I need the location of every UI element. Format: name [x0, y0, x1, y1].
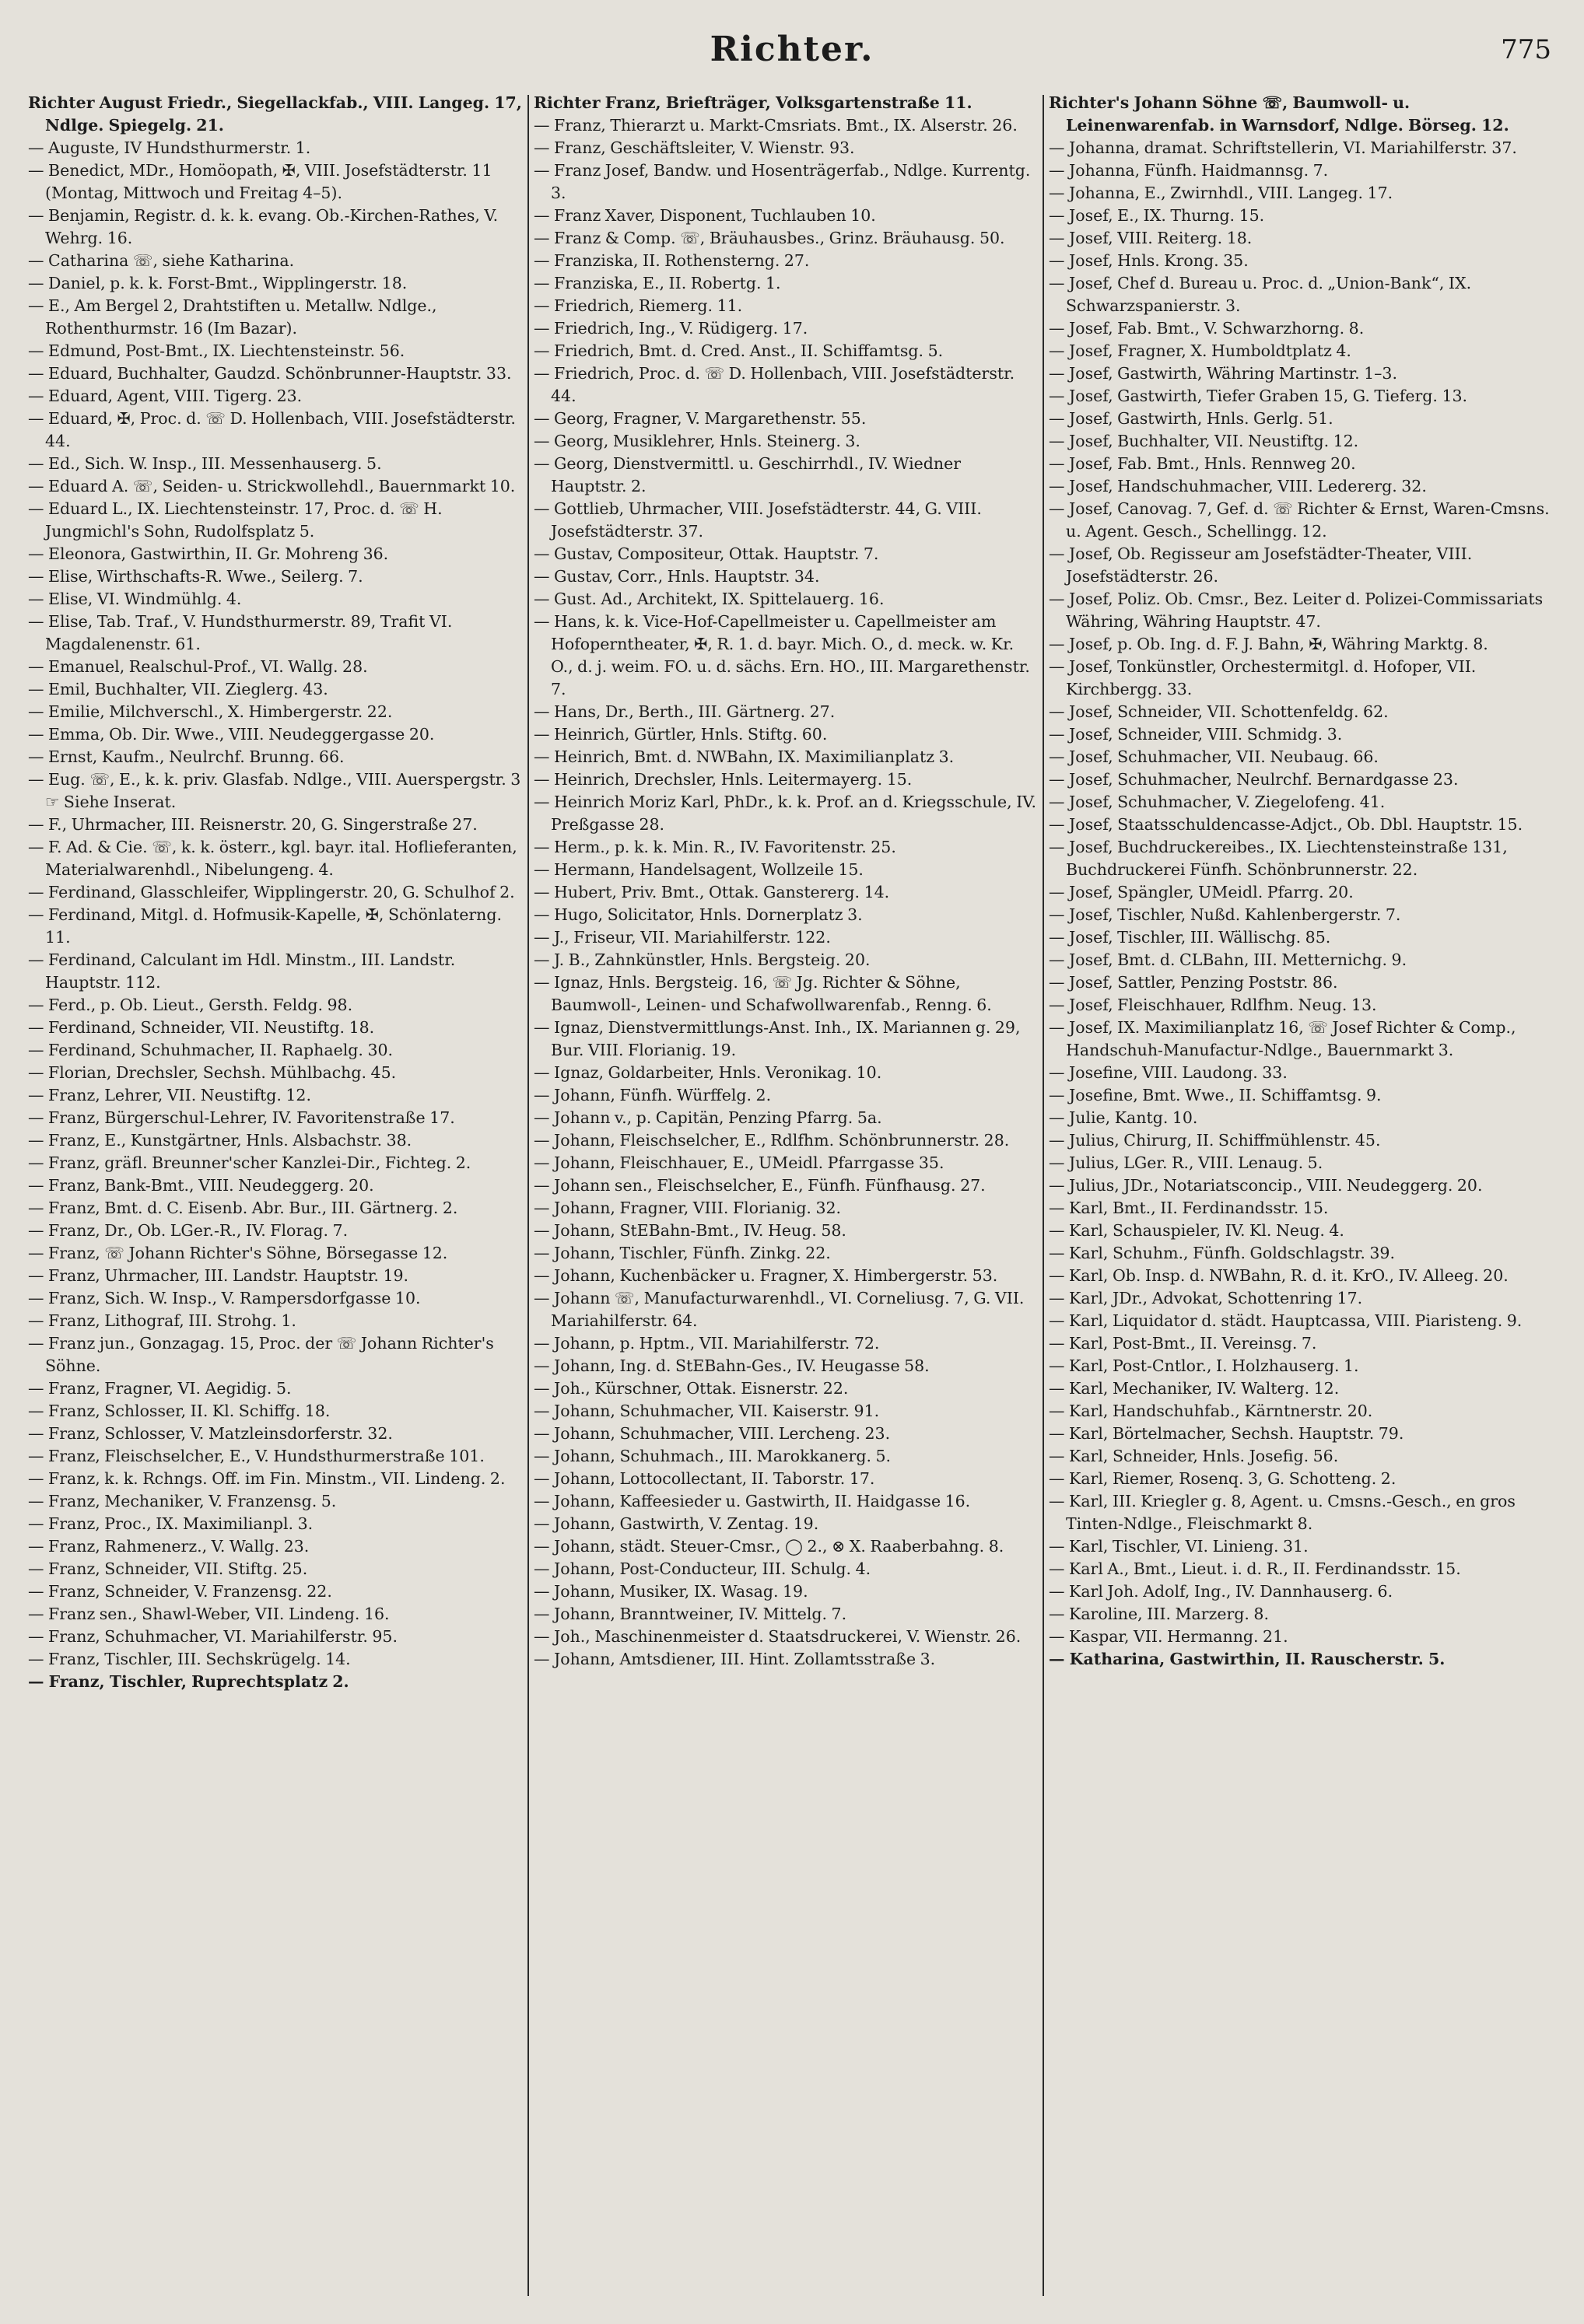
directory-entry: — Georg, Musiklehrer, Hnls. Steinerg. 3.	[534, 432, 860, 450]
directory-entry: — Ferdinand, Schuhmacher, II. Raphaelg. 30.	[28, 1041, 394, 1059]
directory-entry: — Johann, Gastwirth, V. Zentag. 19.	[534, 1514, 819, 1533]
directory-entry: — Josef, Schuhmacher, Neulrchf. Bernardgasse 23.	[1049, 770, 1459, 789]
directory-entry: — Karl, Schauspieler, IV. Kl. Neug. 4.	[1049, 1221, 1344, 1240]
directory-entry: — Franz, Dr., Ob. LGer.-R., IV. Florag. 7.	[28, 1221, 349, 1240]
directory-entry: — Karl, III. Kriegler g. 8, Agent. u. Cmsns.-Gesch., en gros Tinten-Ndlge., Fleischmarkt 8.	[1049, 1492, 1516, 1533]
directory-entry: — Franz jun., Gonzagag. 15, Proc. der ☏ Johann Richter's Söhne.	[28, 1334, 494, 1375]
directory-entry: — Josef, Tischler, III. Wällischg. 85.	[1049, 928, 1331, 947]
directory-entry: — Karl, Schneider, Hnls. Josefig. 56.	[1049, 1447, 1339, 1465]
directory-entry: — Karl, Tischler, VI. Linieng. 31.	[1049, 1537, 1309, 1556]
directory-entry: — Franz, Bank-Bmt., VIII. Neudeggerg. 20.	[28, 1176, 374, 1195]
directory-entry: — Franz, Tischler, Ruprechtsplatz 2.	[28, 1672, 349, 1691]
directory-entry: — Hans, k. k. Vice-Hof-Capellmeister u. Capellmeister am Hofoperntheater, ✠, R. 1. d. bayr. Mich. O., d. meck. w. Kr. O., d. j. weim. FO. u. d. sächs. Ern. HO., III. Margarethenstr. 7.	[534, 612, 1030, 698]
directory-entry: — Johann, Amtsdiener, III. Hint. Zollamtsstraße 3.	[534, 1650, 936, 1668]
directory-entry: — Benjamin, Registr. d. k. k. evang. Ob.-Kirchen-Rathes, V. Wehrg. 16.	[28, 206, 499, 247]
directory-entry: — Eduard, ✠, Proc. d. ☏ D. Hollenbach, VIII. Josefstädterstr. 44.	[28, 409, 516, 450]
directory-entry: — Gottlieb, Uhrmacher, VIII. Josefstädterstr. 44, G. VIII. Josefstädterstr. 37.	[534, 499, 982, 541]
directory-entry: — Josefine, VIII. Laudong. 33.	[1049, 1063, 1288, 1082]
directory-entry: — Franz, gräfl. Breunner'scher Kanzlei-Dir., Fichteg. 2.	[28, 1153, 471, 1172]
directory-entry: — Franz, Schneider, VII. Stiftg. 25.	[28, 1559, 308, 1578]
directory-entry: — Johann, Fleischhauer, E., UMeidl. Pfarrgasse 35.	[534, 1153, 944, 1172]
directory-entry: Richter Franz, Briefträger, Volksgartenstraße 11.	[534, 93, 972, 112]
directory-entry: — Julius, LGer. R., VIII. Lenaug. 5.	[1049, 1153, 1323, 1172]
directory-entry: — Herm., p. k. k. Min. R., IV. Favoritenstr. 25.	[534, 838, 896, 856]
directory-columns	[28, 92, 1556, 2301]
directory-entry: — Karl A., Bmt., Lieut. i. d. R., II. Ferdinandsstr. 15.	[1049, 1559, 1461, 1578]
directory-entry: — Johann, Musiker, IX. Wasag. 19.	[534, 1582, 808, 1601]
directory-entry: — Josef, Spängler, UMeidl. Pfarrg. 20.	[1049, 883, 1354, 901]
directory-entry: — Friedrich, Proc. d. ☏ D. Hollenbach, VIII. Josefstädterstr. 44.	[534, 364, 1015, 405]
directory-entry: — Josef, Buchdruckereibes., IX. Liechtensteinstraße 131, Buchdruckerei Fünfh. Schönbrunnerstr. 22.	[1049, 838, 1508, 879]
directory-entry: — Eduard, Agent, VIII. Tigerg. 23.	[28, 387, 303, 405]
directory-entry: — Franz, Uhrmacher, III. Landstr. Hauptstr. 19.	[28, 1266, 409, 1285]
directory-entry: — Emanuel, Realschul-Prof., VI. Wallg. 28.	[28, 657, 368, 676]
directory-entry: — Franz, Bmt. d. C. Eisenb. Abr. Bur., III. Gärtnerg. 2.	[28, 1199, 458, 1217]
directory-entry: — Josef, Poliz. Ob. Cmsr., Bez. Leiter d. Polizei-Commissariats Währing, Währing Hauptstr. 47.	[1049, 590, 1544, 631]
directory-entry: — Johanna, E., Zwirnhdl., VIII. Langeg. 17.	[1049, 184, 1393, 202]
directory-entry: — Franz, Fleischselcher, E., V. Hundsthurmerstraße 101.	[28, 1447, 485, 1465]
directory-entry: — Ferdinand, Calculant im Hdl. Minstm., III. Landstr. Hauptstr. 112.	[28, 950, 456, 992]
directory-entry: — E., Am Bergel 2, Drahtstiften u. Metallw. Ndlge., Rothenthurmstr. 16 (Im Bazar).	[28, 296, 437, 338]
directory-entry: — Johann, Schuhmacher, VIII. Lercheng. 23.	[534, 1424, 891, 1443]
directory-entry: — Ed., Sich. W. Insp., III. Messenhauserg. 5.	[28, 454, 382, 473]
directory-entry: — Johann, Tischler, Fünfh. Zinkg. 22.	[534, 1244, 831, 1262]
directory-entry: — Josef, Staatsschuldencasse-Adjct., Ob. Dbl. Hauptstr. 15.	[1049, 815, 1523, 834]
directory-entry: — Johann, Post-Conducteur, III. Schulg. 4.	[534, 1559, 871, 1578]
directory-entry: Richter's Johann Söhne ☏, Baumwoll- u. Leinenwarenfab. in Warnsdorf, Ndlge. Börseg. 12.	[1049, 93, 1509, 135]
directory-column-3	[1049, 92, 1556, 2301]
directory-entry: — Franz & Comp. ☏, Bräuhausbes., Grinz. Bräuhausg. 50.	[534, 229, 1005, 247]
directory-entry: — Julius, Chirurg, II. Schiffmühlenstr. 45.	[1049, 1131, 1381, 1150]
directory-entry: — Ignaz, Goldarbeiter, Hnls. Veronikag. 10.	[534, 1063, 882, 1082]
directory-entry: — Josefine, Bmt. Wwe., II. Schiffamtsg. 9.	[1049, 1086, 1382, 1104]
page-number: 775	[1501, 34, 1551, 65]
directory-entry: — Josef, Sattler, Penzing Poststr. 86.	[1049, 973, 1338, 992]
directory-entry: — Karl, Mechaniker, IV. Walterg. 12.	[1049, 1379, 1340, 1398]
directory-entry: — Johann, Fünfh. Würffelg. 2.	[534, 1086, 772, 1104]
directory-entry: — Franz, Thierarzt u. Markt-Cmsriats. Bmt., IX. Alserstr. 26.	[534, 116, 1018, 135]
directory-entry: — Franz, Mechaniker, V. Franzensg. 5.	[28, 1492, 337, 1510]
directory-entry: — Ernst, Kaufm., Neulrchf. Brunng. 66.	[28, 747, 345, 766]
directory-entry: — Hugo, Solicitator, Hnls. Dornerplatz 3.	[534, 905, 863, 924]
directory-entry: Richter August Friedr., Siegellackfab., VIII. Langeg. 17, Ndlge. Spiegelg. 21.	[28, 93, 522, 135]
directory-entry: — Johann, Lottocollectant, II. Taborstr. 17.	[534, 1469, 875, 1488]
directory-entry: — Elise, Wirthschafts-R. Wwe., Seilerg. 7.	[28, 567, 363, 586]
directory-entry: — Karl, Post-Cntlor., I. Holzhauserg. 1.	[1049, 1356, 1359, 1375]
column-divider	[527, 95, 529, 2296]
directory-entry: — Franz, Schlosser, V. Matzleinsdorferstr. 32.	[28, 1424, 393, 1443]
directory-entry: — Josef, VIII. Reiterg. 18.	[1049, 229, 1253, 247]
directory-entry: — Karl, Bmt., II. Ferdinandsstr. 15.	[1049, 1199, 1329, 1217]
directory-entry: — Hermann, Handelsagent, Wollzeile 15.	[534, 860, 864, 879]
directory-entry: — Gustav, Corr., Hnls. Hauptstr. 34.	[534, 567, 820, 586]
directory-entry: — Franz, k. k. Rchngs. Off. im Fin. Minstm., VII. Lindeng. 2.	[28, 1469, 506, 1488]
directory-entry: — Josef, Fleischhauer, Rdlfhm. Neug. 13.	[1049, 996, 1377, 1014]
directory-entry: — Franz, Lehrer, VII. Neustiftg. 12.	[28, 1086, 311, 1104]
directory-entry: — Eug. ☏, E., k. k. priv. Glasfab. Ndlge., VIII. Auerspergstr. 3 ☞ Siehe Inserat.	[28, 770, 521, 811]
directory-entry: — Franziska, II. Rothensterng. 27.	[534, 251, 810, 270]
directory-entry: — Franz, Geschäftsleiter, V. Wienstr. 93.	[534, 138, 855, 157]
directory-entry: — Ferdinand, Glasschleifer, Wipplingerstr. 20, G. Schulhof 2.	[28, 883, 515, 901]
directory-entry: — Josef, Schuhmacher, VII. Neubaug. 66.	[1049, 747, 1379, 766]
directory-entry: — Franz, Schneider, V. Franzensg. 22.	[28, 1582, 332, 1601]
directory-entry: — Georg, Fragner, V. Margarethenstr. 55.	[534, 409, 867, 428]
directory-entry: — Franz Xaver, Disponent, Tuchlauben 10.	[534, 206, 876, 225]
directory-entry: — Johann, p. Hptm., VII. Mariahilferstr. 72.	[534, 1334, 880, 1353]
directory-entry: — Eleonora, Gastwirthin, II. Gr. Mohreng 36.	[28, 544, 389, 563]
directory-entry: — Josef, Tischler, Nußd. Kahlenbergerstr. 7.	[1049, 905, 1401, 924]
directory-entry: — Franz, Lithograf, III. Strohg. 1.	[28, 1311, 296, 1330]
directory-entry: — Joh., Maschinenmeister d. Staatsdruckerei, V. Wienstr. 26.	[534, 1627, 1022, 1646]
directory-entry: — Karoline, III. Marzerg. 8.	[1049, 1605, 1269, 1623]
directory-entry: — Josef, Gastwirth, Währing Martinstr. 1–3.	[1049, 364, 1397, 383]
directory-entry: — Franz, Rahmenerz., V. Wallg. 23.	[28, 1537, 310, 1556]
directory-entry: — Franz, ☏ Johann Richter's Söhne, Börsegasse 12.	[28, 1244, 448, 1262]
directory-entry: — Katharina, Gastwirthin, II. Rauscherstr. 5.	[1049, 1650, 1446, 1668]
directory-entry: — Catharina ☏, siehe Katharina.	[28, 251, 295, 270]
directory-entry: — Josef, IX. Maximilianplatz 16, ☏ Josef Richter & Comp., Handschuh-Manufactur-Ndlge., Bauernmarkt 3.	[1049, 1018, 1516, 1059]
directory-entry: — Johann, Kuchenbäcker u. Fragner, X. Himbergerstr. 53.	[534, 1266, 998, 1285]
directory-entry: — Heinrich, Drechsler, Hnls. Leitermayerg. 15.	[534, 770, 913, 789]
directory-entry: — Franz, Tischler, III. Sechskrügelg. 14.	[28, 1650, 351, 1668]
directory-entry: — Karl Joh. Adolf, Ing., IV. Dannhauserg. 6.	[1049, 1582, 1393, 1601]
directory-entry: — Josef, Gastwirth, Tiefer Graben 15, G. Tieferg. 13.	[1049, 387, 1468, 405]
directory-entry: — Hubert, Priv. Bmt., Ottak. Ganstererg. 14.	[534, 883, 890, 901]
directory-entry: — Josef, Bmt. d. CLBahn, III. Metternichg. 9.	[1049, 950, 1407, 969]
directory-entry: — Elise, VI. Windmühlg. 4.	[28, 590, 242, 608]
directory-entry: — Johann, städt. Steuer-Cmsr., ◯ 2., ⊗ X. Raaberbahng. 8.	[534, 1537, 1004, 1556]
directory-entry: — Ferdinand, Mitgl. d. Hofmusik-Kapelle, ✠, Schönlaterng. 11.	[28, 905, 503, 947]
directory-entry: — Franz, Schuhmacher, VI. Mariahilferstr. 95.	[28, 1627, 398, 1646]
directory-entry: — Karl, Ob. Insp. d. NWBahn, R. d. it. KrO., IV. Alleeg. 20.	[1049, 1266, 1509, 1285]
directory-entry: — Friedrich, Riemerg. 11.	[534, 296, 743, 315]
directory-entry: — Franz, Sich. W. Insp., V. Rampersdorfgasse 10.	[28, 1289, 421, 1307]
directory-entry: — Emma, Ob. Dir. Wwe., VIII. Neudeggergasse 20.	[28, 725, 435, 744]
directory-entry: — Franz, Schlosser, II. Kl. Schiffg. 18.	[28, 1402, 331, 1420]
directory-entry: — Franz sen., Shawl-Weber, VII. Lindeng. 16.	[28, 1605, 390, 1623]
directory-entry: — Auguste, IV Hundsthurmerstr. 1.	[28, 138, 311, 157]
directory-entry: — Josef, Buchhalter, VII. Neustiftg. 12.	[1049, 432, 1359, 450]
directory-column-1	[28, 92, 523, 2301]
directory-entry: — Ignaz, Dienstvermittlungs-Anst. Inh., IX. Mariannen g. 29, Bur. VIII. Florianig. 19.	[534, 1018, 1021, 1059]
directory-entry: — Florian, Drechsler, Sechsh. Mühlbachg. 45.	[28, 1063, 397, 1082]
directory-entry: — Johann v., p. Capitän, Penzing Pfarrg. 5a.	[534, 1108, 882, 1127]
directory-entry: — Johanna, dramat. Schriftstellerin, VI. Mariahilferstr. 37.	[1049, 138, 1517, 157]
directory-entry: — Friedrich, Bmt. d. Cred. Anst., II. Schiffamtsg. 5.	[534, 341, 944, 360]
directory-entry: — Johanna, Fünfh. Haidmannsg. 7.	[1049, 161, 1329, 180]
directory-entry: — Emil, Buchhalter, VII. Zieglerg. 43.	[28, 680, 328, 698]
directory-entry: — Johann, Ing. d. StEBahn-Ges., IV. Heugasse 58.	[534, 1356, 930, 1375]
directory-entry: — Daniel, p. k. k. Forst-Bmt., Wipplingerstr. 18.	[28, 274, 408, 292]
directory-entry: — Elise, Tab. Traf., V. Hundsthurmerstr. 89, Trafit VI. Magdalenenstr. 61.	[28, 612, 453, 653]
directory-entry: — J., Friseur, VII. Mariahilferstr. 122.	[534, 928, 831, 947]
directory-entry: — Eduard, Buchhalter, Gaudzd. Schönbrunner-Hauptstr. 33.	[28, 364, 512, 383]
directory-entry: — Josef, Tonkünstler, Orchestermitgl. d. Hofoper, VII. Kirchbergg. 33.	[1049, 657, 1477, 698]
directory-entry: — Kaspar, VII. Hermanng. 21.	[1049, 1627, 1288, 1646]
directory-entry: — Eduard A. ☏, Seiden- u. Strickwollehdl., Bauernmarkt 10.	[28, 477, 516, 495]
directory-entry: — Edmund, Post-Bmt., IX. Liechtensteinstr. 56.	[28, 341, 405, 360]
directory-entry: — Gust. Ad., Architekt, IX. Spittelauerg. 16.	[534, 590, 885, 608]
page-header	[0, 30, 1584, 84]
directory-entry: — Heinrich, Gürtler, Hnls. Stiftg. 60.	[534, 725, 828, 744]
directory-entry: — Karl, JDr., Advokat, Schottenring 17.	[1049, 1289, 1363, 1307]
directory-entry: — Julius, JDr., Notariatsconcip., VIII. Neudeggerg. 20.	[1049, 1176, 1483, 1195]
directory-entry: — Franz, E., Kunstgärtner, Hnls. Alsbachstr. 38.	[28, 1131, 412, 1150]
directory-entry: — Josef, Chef d. Bureau u. Proc. d. „Union-Bank“, IX. Schwarzspanierstr. 3.	[1049, 274, 1472, 315]
directory-entry: — J. B., Zahnkünstler, Hnls. Bergsteig. 20.	[534, 950, 871, 969]
directory-entry: — Josef, p. Ob. Ing. d. F. J. Bahn, ✠, Währing Marktg. 8.	[1049, 635, 1488, 653]
directory-entry: — Georg, Dienstvermittl. u. Geschirrhdl., IV. Wiedner Hauptstr. 2.	[534, 454, 962, 495]
directory-entry: — Josef, Gastwirth, Hnls. Gerlg. 51.	[1049, 409, 1333, 428]
directory-entry: — Josef, Fab. Bmt., Hnls. Rennweg 20.	[1049, 454, 1356, 473]
directory-entry: — Ferdinand, Schneider, VII. Neustiftg. 18.	[28, 1018, 375, 1037]
page-title: Richter.	[710, 30, 874, 69]
directory-entry: — Josef, Schuhmacher, V. Ziegelofeng. 41.	[1049, 793, 1386, 811]
directory-entry: — Franziska, E., II. Robertg. 1.	[534, 274, 781, 292]
directory-entry: — Emilie, Milchverschl., X. Himbergerstr. 22.	[28, 702, 393, 721]
directory-entry: — Friedrich, Ing., V. Rüdigerg. 17.	[534, 319, 808, 338]
directory-entry: — Franz, Proc., IX. Maximilianpl. 3.	[28, 1514, 314, 1533]
directory-entry: — Franz Josef, Bandw. und Hosenträgerfab., Ndlge. Kurrentg. 3.	[534, 161, 1031, 202]
directory-entry: — Josef, E., IX. Thurng. 15.	[1049, 206, 1265, 225]
directory-entry: — Johann ☏, Manufacturwarenhdl., VI. Corneliusg. 7, G. VII. Mariahilferstr. 64.	[534, 1289, 1025, 1330]
directory-entry: — Gustav, Compositeur, Ottak. Hauptstr. 7.	[534, 544, 879, 563]
directory-entry: — F., Uhrmacher, III. Reisnerstr. 20, G. Singerstraße 27.	[28, 815, 478, 834]
directory-entry: — Johann, Fragner, VIII. Florianig. 32.	[534, 1199, 842, 1217]
directory-entry: — Josef, Fragner, X. Humboldtplatz 4.	[1049, 341, 1351, 360]
directory-entry: — Johann, StEBahn-Bmt., IV. Heug. 58.	[534, 1221, 846, 1240]
directory-entry: — Karl, Schuhm., Fünfh. Goldschlagstr. 39.	[1049, 1244, 1395, 1262]
directory-entry: — Franz, Fragner, VI. Aegidig. 5.	[28, 1379, 292, 1398]
directory-entry: — Heinrich Moriz Karl, PhDr., k. k. Prof. an d. Kriegsschule, IV. Preßgasse 28.	[534, 793, 1037, 834]
directory-entry: — Johann, Schuhmacher, VII. Kaiserstr. 91.	[534, 1402, 880, 1420]
column-divider	[1043, 95, 1044, 2296]
directory-entry: — Josef, Fab. Bmt., V. Schwarzhorng. 8.	[1049, 319, 1365, 338]
directory-entry: — Karl, Handschuhfab., Kärntnerstr. 20.	[1049, 1402, 1373, 1420]
directory-entry: — Josef, Canovag. 7, Gef. d. ☏ Richter & Ernst, Waren-Cmsns. u. Agent. Gesch., Schellingg. 12.	[1049, 499, 1550, 541]
directory-entry: — F. Ad. & Cie. ☏, k. k. österr., kgl. bayr. ital. Hoflieferanten, Materialwarenhdl., Nibelungeng. 4.	[28, 838, 517, 879]
directory-entry: — Karl, Riemer, Rosenq. 3, G. Schotteng. 2.	[1049, 1469, 1397, 1488]
directory-entry: — Ignaz, Hnls. Bergsteig. 16, ☏ Jg. Richter & Söhne, Baumwoll-, Leinen- und Schafwollwarenfab., Renng. 6.	[534, 973, 992, 1014]
directory-entry: — Johann, Branntweiner, IV. Mittelg. 7.	[534, 1605, 847, 1623]
directory-entry: — Ferd., p. Ob. Lieut., Gersth. Feldg. 98.	[28, 996, 353, 1014]
directory-entry: — Karl, Post-Bmt., II. Vereinsg. 7.	[1049, 1334, 1317, 1353]
directory-entry: — Julie, Kantg. 10.	[1049, 1108, 1198, 1127]
directory-entry: — Josef, Schneider, VII. Schottenfeldg. 62.	[1049, 702, 1389, 721]
directory-entry: — Johann, Kaffeesieder u. Gastwirth, II. Haidgasse 16.	[534, 1492, 971, 1510]
directory-entry: — Heinrich, Bmt. d. NWBahn, IX. Maximilianplatz 3.	[534, 747, 955, 766]
directory-entry: — Hans, Dr., Berth., III. Gärtnerg. 27.	[534, 702, 836, 721]
directory-entry: — Johann, Fleischselcher, E., Rdlfhm. Schönbrunnerstr. 28.	[534, 1131, 1010, 1150]
directory-entry: — Franz, Bürgerschul-Lehrer, IV. Favoritenstraße 17.	[28, 1108, 455, 1127]
directory-entry: — Johann sen., Fleischselcher, E., Fünfh. Fünfhausg. 27.	[534, 1176, 986, 1195]
directory-column-2	[534, 92, 1038, 2301]
directory-entry: — Josef, Handschuhmacher, VIII. Ledererg. 32.	[1049, 477, 1427, 495]
directory-entry: — Johann, Schuhmach., III. Marokkanerg. 5.	[534, 1447, 892, 1465]
directory-entry: — Eduard L., IX. Liechtensteinstr. 17, Proc. d. ☏ H. Jungmichl's Sohn, Rudolfsplatz 5.	[28, 499, 443, 541]
directory-entry: — Josef, Ob. Regisseur am Josefstädter-Theater, VIII. Josefstädterstr. 26.	[1049, 544, 1473, 586]
directory-entry: — Josef, Schneider, VIII. Schmidg. 3.	[1049, 725, 1343, 744]
directory-entry: — Karl, Börtelmacher, Sechsh. Hauptstr. 79.	[1049, 1424, 1404, 1443]
directory-entry: — Josef, Hnls. Krong. 35.	[1049, 251, 1249, 270]
directory-entry: — Benedict, MDr., Homöopath, ✠, VIII. Josefstädterstr. 11 (Montag, Mittwoch und Freitag 4–5).	[28, 161, 492, 202]
directory-entry: — Joh., Kürschner, Ottak. Eisnerstr. 22.	[534, 1379, 849, 1398]
directory-entry: — Karl, Liquidator d. städt. Hauptcassa, VIII. Piaristeng. 9.	[1049, 1311, 1523, 1330]
